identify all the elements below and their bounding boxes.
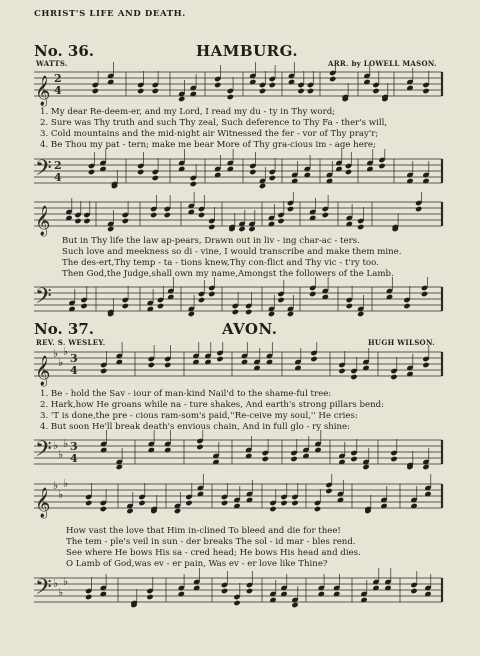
notehead <box>410 588 417 594</box>
notehead <box>322 212 329 218</box>
notehead <box>100 506 107 512</box>
notehead <box>152 88 159 94</box>
notehead <box>422 464 429 470</box>
notehead <box>287 311 294 317</box>
notehead <box>122 303 129 309</box>
svg-text:4: 4 <box>54 171 62 184</box>
notehead <box>291 602 298 608</box>
notehead <box>262 456 269 462</box>
notehead <box>85 594 92 600</box>
lyric-line: The tem - ple's veil in sun - der breaks The sol - id mar - bles rend. <box>66 537 356 547</box>
notehead <box>196 444 203 450</box>
flat-icon: ♭ <box>58 356 64 369</box>
notehead <box>208 291 215 297</box>
notehead <box>246 588 253 594</box>
treble-clef-icon: 𝄞 <box>35 76 51 106</box>
notehead <box>277 297 284 303</box>
notehead <box>346 303 353 309</box>
notehead <box>74 218 81 224</box>
notehead <box>422 362 429 368</box>
lyric-line: 2. Sure was Thy truth and such Thy zeal, Such deference to Thy Fa - ther's will, <box>40 118 388 128</box>
notehead <box>357 311 364 317</box>
bass-staff-36a <box>0 155 480 191</box>
notehead <box>100 368 107 374</box>
notehead <box>107 226 114 232</box>
hymn-number-37: No. 37. <box>34 320 94 338</box>
lyric-line: 3. Cold mountains and the mid-night air Witnessed the fer - vor of Thy pray'r; <box>40 129 379 139</box>
notehead <box>92 88 99 94</box>
lyric-line: The des-ert,Thy temp - ta - tions knew,Thy con-flict and Thy vic - t'ry too. <box>62 258 379 268</box>
notehead <box>269 175 276 181</box>
bass-staff-36b <box>0 283 480 319</box>
bass-clef-icon: 𝄢 <box>35 575 52 605</box>
notehead <box>329 76 336 82</box>
notehead <box>198 212 205 218</box>
notehead <box>122 218 129 224</box>
composer-credit-37: HUGH WILSON. <box>368 338 435 347</box>
notehead <box>309 291 316 297</box>
bass-staff-37a <box>0 436 480 472</box>
notehead <box>221 500 228 506</box>
treble-staff-36b <box>0 198 480 234</box>
notehead <box>148 362 155 368</box>
notehead <box>233 600 240 606</box>
staff-lines <box>34 352 442 376</box>
lyric-line: Then God,the Judge,shall own my name,Amongst the followers of the Lamb. <box>62 269 394 279</box>
lyric-line: 4. But soon He'll break death's envious chain, And in full glo - ry shine: <box>40 422 351 432</box>
flat-icon: ♭ <box>58 586 64 599</box>
flat-icon: ♭ <box>53 439 59 452</box>
notehead <box>422 88 429 94</box>
flat-icon: ♭ <box>53 479 59 492</box>
bass-staff-37b <box>0 574 480 610</box>
notehead <box>164 212 171 218</box>
notehead <box>80 303 87 309</box>
notehead <box>126 508 133 514</box>
notehead <box>88 169 95 175</box>
treble-clef-icon: 𝄞 <box>35 206 51 236</box>
flat-icon: ♭ <box>63 575 69 588</box>
notehead <box>325 488 332 494</box>
hymn-number-36: No. 36. <box>34 42 94 60</box>
notehead <box>188 311 195 317</box>
bass-clef-icon: 𝄢 <box>35 437 52 467</box>
notehead <box>116 464 123 470</box>
notehead <box>216 356 223 362</box>
svg-text:2: 2 <box>54 72 62 85</box>
lyric-line: 1. Be - hold the Sav - iour of man-kind Nail'd to the shame-ful tree: <box>40 389 332 399</box>
lyric-line: How vast the love that Him in-clined To bleed and die for thee! <box>66 526 341 536</box>
flat-icon: ♭ <box>63 345 69 358</box>
notehead <box>338 368 345 374</box>
notehead <box>259 88 266 94</box>
svg-text:3: 3 <box>70 352 78 365</box>
notehead <box>152 175 159 181</box>
notehead <box>214 82 221 88</box>
composer-credit-36: ARR. by LOWELL MASON. <box>328 59 437 68</box>
staff-lines <box>34 202 442 226</box>
notehead <box>378 163 385 169</box>
notehead <box>137 88 144 94</box>
notehead <box>138 500 145 506</box>
svg-text:4: 4 <box>70 452 78 465</box>
notehead <box>390 456 397 462</box>
notehead <box>85 500 92 506</box>
lyric-line: 3. 'T is done,the pre - cious ram-som's paid,''Re-ceive my soul,'' He cries: <box>40 411 358 421</box>
notehead <box>350 456 357 462</box>
svg-text:4: 4 <box>54 84 62 97</box>
notehead <box>268 311 275 317</box>
flat-icon: ♭ <box>63 477 69 490</box>
lyric-line: But in Thy life the law ap-pears, Drawn out in liv - ing char-ac - ters. <box>62 236 360 246</box>
author-credit-37: REV. S. WESLEY. <box>36 338 106 347</box>
note-group <box>100 342 430 380</box>
flat-icon: ♭ <box>53 577 59 590</box>
notehead <box>297 88 304 94</box>
notehead <box>238 226 245 232</box>
notehead <box>164 362 171 368</box>
notehead <box>390 374 397 380</box>
bass-clef-icon: 𝄢 <box>35 284 52 314</box>
notehead <box>362 464 369 470</box>
notehead <box>227 94 234 100</box>
notehead <box>190 181 197 187</box>
notehead <box>232 309 239 315</box>
tune-name-avon: AVON. <box>222 320 278 338</box>
staff-lines <box>34 159 442 183</box>
lyric-line: 1. My dear Re-deem-er, and my Lord, I read my du - ty in Thy word; <box>40 107 336 117</box>
notehead <box>307 88 314 94</box>
notehead <box>372 88 379 94</box>
lyric-line: 4. Be Thou my pat - tern; make me bear More of Thy gra-cious im - age here; <box>40 140 376 150</box>
svg-text:3: 3 <box>70 440 78 453</box>
notehead <box>178 96 185 102</box>
notehead <box>221 588 228 594</box>
treble-staff-37a <box>0 345 480 386</box>
notehead <box>198 297 205 303</box>
flat-icon: ♭ <box>58 448 64 461</box>
flat-icon: ♭ <box>63 437 69 450</box>
staff-lines <box>34 440 442 464</box>
notehead <box>421 291 428 297</box>
treble-staff-36a <box>0 68 480 104</box>
notehead <box>290 456 297 462</box>
notehead <box>277 218 284 224</box>
notehead <box>83 218 90 224</box>
tune-name-hamburg: HAMBURG. <box>196 42 299 60</box>
notehead <box>259 183 266 189</box>
notehead <box>314 506 321 512</box>
notehead <box>208 224 215 230</box>
treble-staff-37b <box>0 477 480 518</box>
notehead <box>157 303 164 309</box>
notehead <box>291 500 298 506</box>
author-credit-36: WATTS. <box>36 59 68 68</box>
treble-clef-icon: 𝄞 <box>35 488 51 518</box>
notehead <box>350 374 357 380</box>
notehead <box>245 309 252 315</box>
notehead <box>310 356 317 362</box>
notehead <box>357 224 364 230</box>
lyric-line: O Lamb of God,was ev - er pain, Was ev - er love like Thine? <box>66 559 328 569</box>
notehead <box>415 206 422 212</box>
flat-icon: ♭ <box>53 347 59 360</box>
notehead <box>174 508 181 514</box>
notehead <box>150 212 157 218</box>
lyric-line: Such love and meekness so di - vine, I would transcribe and make them mine. <box>62 247 402 257</box>
svg-text:2: 2 <box>54 159 62 172</box>
notehead <box>185 500 192 506</box>
treble-clef-icon: 𝄞 <box>35 356 51 386</box>
notehead <box>249 169 256 175</box>
notehead <box>137 169 144 175</box>
lyric-line: 2. Hark,how He groans while na - ture shakes, And earth's strong pillars bend: <box>40 400 385 410</box>
notehead <box>403 303 410 309</box>
flat-icon: ♭ <box>58 488 64 501</box>
notehead <box>345 169 352 175</box>
notehead <box>248 226 255 232</box>
notehead <box>280 500 287 506</box>
notehead <box>269 82 276 88</box>
bass-clef-icon: 𝄢 <box>35 156 52 186</box>
running-head: CHRIST'S LIFE AND DEATH. <box>34 9 186 19</box>
notehead <box>287 206 294 212</box>
notehead <box>269 506 276 512</box>
notehead <box>146 594 153 600</box>
svg-text:4: 4 <box>70 364 78 377</box>
lyric-line: See where He bows His sa - cred head; He bows His head and dies. <box>66 548 361 558</box>
